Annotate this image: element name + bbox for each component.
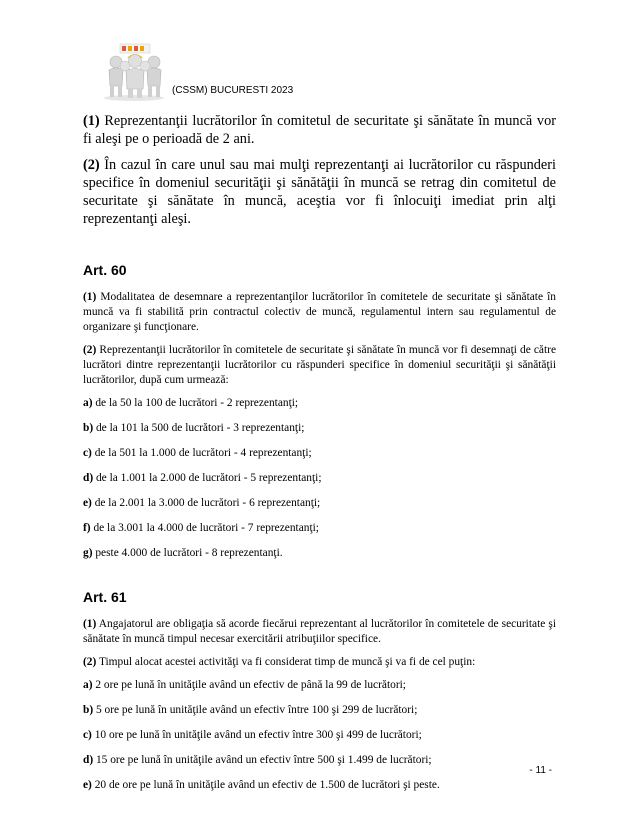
item-letter: e) (83, 779, 92, 791)
item-text: de la 1.001 la 2.000 de lucrători - 5 reprezentanţi; (93, 472, 322, 484)
document-body (83, 112, 556, 803)
paragraph-text: În cazul în care unul sau mai mulţi reprezentanţi ai lucrătorilor cu răspunderi specifice în domeniul securităţii şi sănătăţii în muncă se retrag din comitetul de securitate şi sănătate în muncă, aceştia vor fi înlocuiţi imediat prin alţi reprezentanţi aleşi. (83, 157, 556, 227)
item-text: 10 ore pe lună în unităţile având un efectiv între 300 şi 499 de lucrători; (91, 729, 422, 741)
art60-item-g (83, 546, 556, 561)
item-text: de la 501 la 1.000 de lucrători - 4 reprezentanţi; (91, 447, 312, 459)
paragraph-number: (1) (83, 113, 100, 129)
paragraph-text: Modalitatea de desemnare a reprezentanţilor lucrătorilor în comitetele de securitate şi sănătate în muncă va fi stabilită prin contractul colectiv de muncă, regulamentul intern sau regulamentul de organizare şi funcţionare. (83, 291, 556, 333)
article-60-heading: Art. 60 (83, 262, 127, 278)
team-figures-logo-icon (100, 40, 168, 102)
header-title: (CSSM) BUCURESTI 2023 (172, 85, 294, 96)
art61-paragraph-2 (83, 655, 556, 670)
item-text: peste 4.000 de lucrători - 8 reprezentanţi. (92, 547, 283, 559)
item-letter: c) (83, 729, 92, 741)
paragraph-number: (1) (83, 618, 97, 630)
art60-item-f (83, 521, 556, 536)
art61-item-b (83, 703, 556, 718)
item-text: 5 ore pe lună în unităţile având un efectiv între 100 şi 299 de lucrători; (93, 704, 418, 716)
paragraph-number: (2) (83, 344, 97, 356)
art61-paragraph-1 (83, 617, 556, 647)
art60-item-d (83, 471, 556, 486)
item-letter: a) (83, 679, 93, 691)
page-number: - 11 - (529, 765, 552, 776)
item-text: 2 ore pe lună în unităţile având un efectiv de până la 99 de lucrători; (92, 679, 406, 691)
item-text: de la 50 la 100 de lucrători - 2 reprezentanţi; (92, 397, 299, 409)
item-text: de la 2.001 la 3.000 de lucrători - 6 reprezentanţi; (91, 497, 321, 509)
art61-item-c (83, 728, 556, 743)
item-letter: a) (83, 397, 93, 409)
item-text: de la 101 la 500 de lucrători - 3 reprezentanţi; (93, 422, 305, 434)
paragraph-text: Angajatorul are obligaţia să acorde fiecărui reprezentant al lucrătorilor în comitetele de securitate şi sănătate în muncă timpul necesar exercitării atribuţiilor specifice. (83, 618, 556, 645)
art60-paragraph-1 (83, 290, 556, 335)
item-letter: e) (83, 497, 92, 509)
paragraph-text: Reprezentanţii lucrătorilor în comitetul de securitate şi sănătate în muncă vor fi aleşi pe o perioadă de 2 ani. (83, 113, 556, 147)
art61-item-a (83, 678, 556, 693)
item-text: de la 3.001 la 4.000 de lucrători - 7 reprezentanţi; (90, 522, 319, 534)
art60-item-e (83, 496, 556, 511)
paragraph-number: (1) (83, 291, 97, 303)
item-letter: f) (83, 522, 91, 534)
intro-paragraph-1 (83, 112, 556, 148)
paragraph-number: (2) (83, 157, 100, 173)
item-letter: d) (83, 754, 94, 766)
item-letter: g) (83, 547, 93, 559)
item-letter: d) (83, 472, 94, 484)
item-text: 20 de ore pe lună în unităţile având un efectiv de 1.500 de lucrători şi peste. (91, 779, 440, 791)
item-letter: c) (83, 447, 92, 459)
intro-paragraph-2 (83, 156, 556, 228)
paragraph-number: (2) (83, 656, 97, 668)
art61-item-d (83, 753, 556, 768)
item-text: 15 ore pe lună în unităţile având un efectiv între 500 şi 1.499 de lucrători; (93, 754, 432, 766)
paragraph-text: Reprezentanţii lucrătorilor în comitetele de securitate şi sănătate în muncă vor fi desemnaţi de către lucrători dintre reprezentanţii lucrătorilor cu răspunderi specifice în domeniul securităţii şi sănătăţii lucrătorilor, după cum urmează: (83, 344, 556, 386)
art61-item-e (83, 778, 556, 793)
art60-paragraph-2 (83, 343, 556, 388)
article-61-heading: Art. 61 (83, 589, 127, 605)
item-letter: b) (83, 422, 94, 434)
art60-item-b (83, 421, 556, 436)
art60-item-c (83, 446, 556, 461)
art60-item-a (83, 396, 556, 411)
paragraph-text: Timpul alocat acestei activităţi va fi considerat timp de muncă şi va fi de cel puţin: (96, 656, 476, 668)
item-letter: b) (83, 704, 94, 716)
